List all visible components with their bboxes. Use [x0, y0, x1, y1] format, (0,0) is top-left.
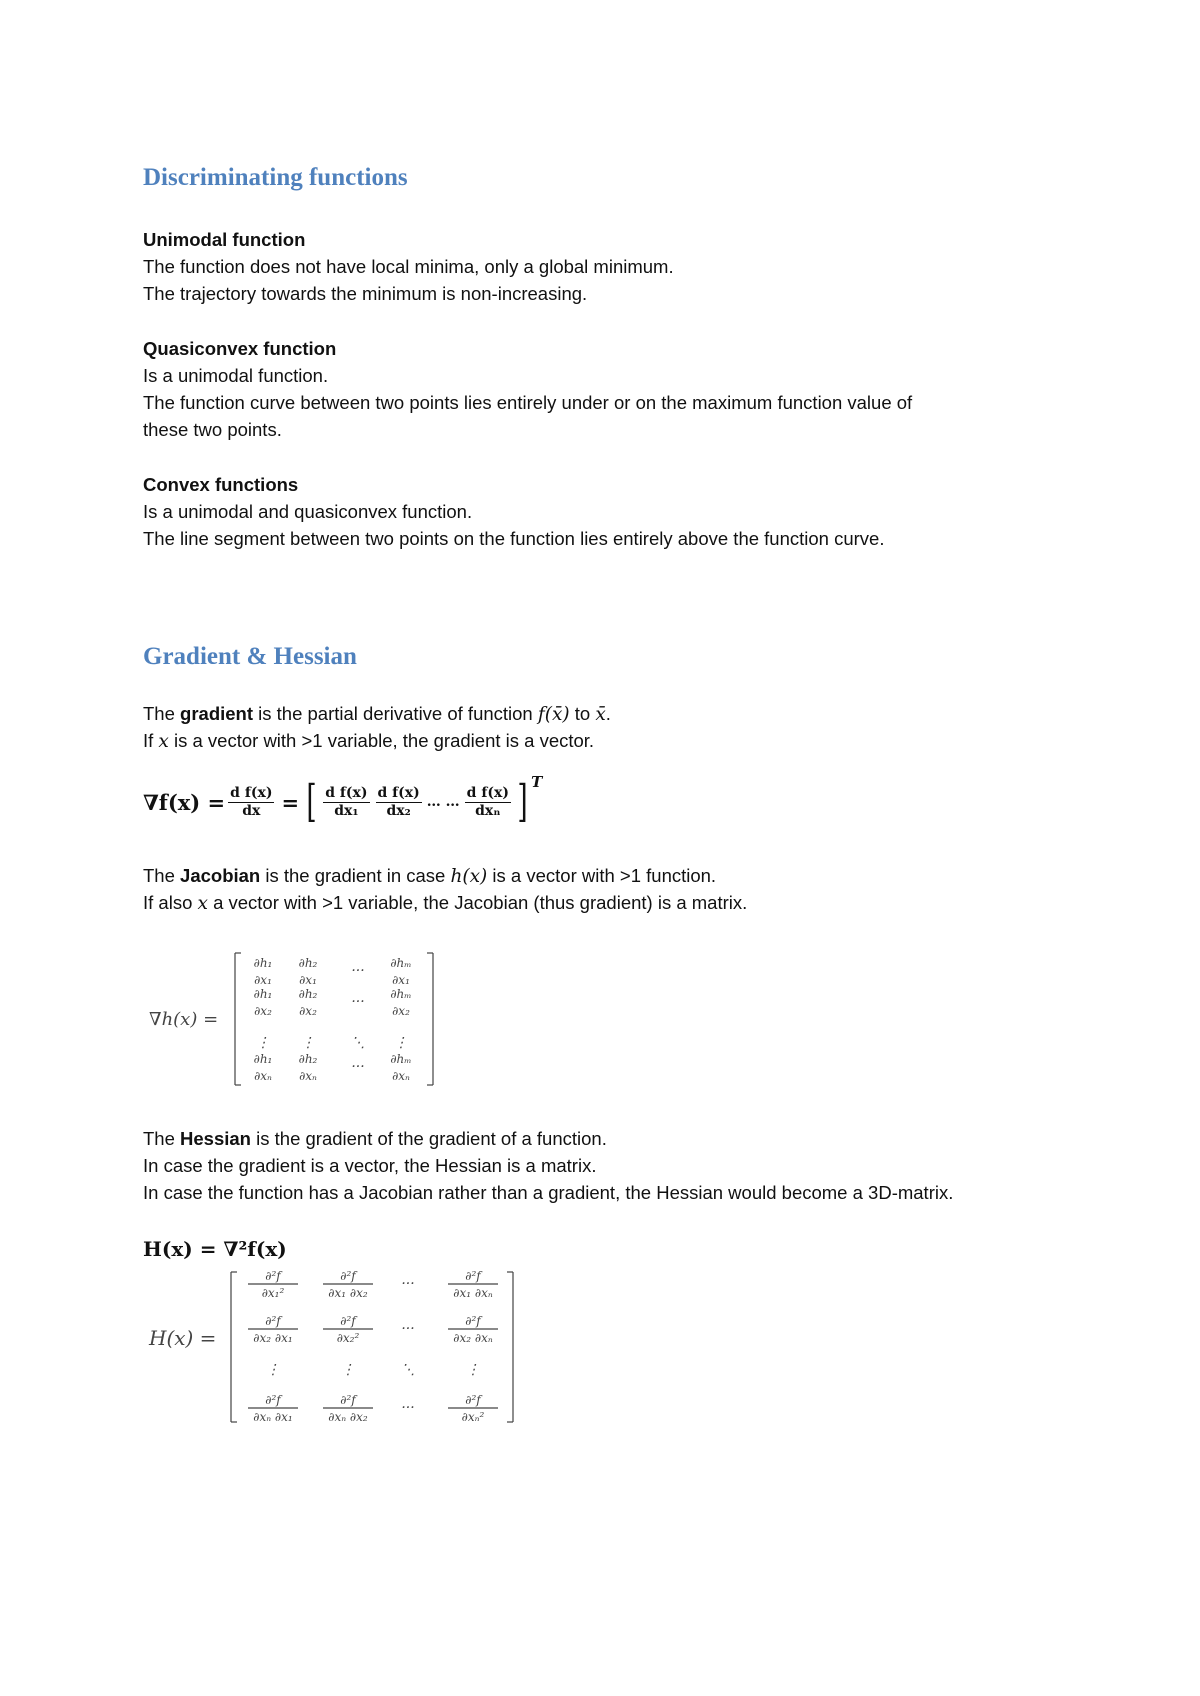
gradient-equation	[143, 773, 543, 827]
matrix-cell-denominator: ∂x₁²	[261, 1286, 285, 1300]
matrix-cell-dots: ···	[351, 963, 365, 979]
gradient-vector-note	[143, 730, 594, 753]
matrix-cell-numerator: ∂h₂	[298, 1052, 318, 1066]
matrix-cell-numerator: ∂²f	[340, 1269, 356, 1283]
matrix-cell-denominator: ∂x₂ ∂x₁	[253, 1331, 293, 1345]
fraction	[228, 785, 274, 818]
fraction-numerator: d f(x)	[325, 785, 368, 802]
convex-heading: Convex functions	[143, 474, 299, 495]
matrix-cell-numerator: ∂²f	[465, 1269, 481, 1283]
term-hessian: Hessian	[180, 1128, 251, 1149]
jacobian-definition	[143, 865, 716, 888]
matrix-cell-dots: ···	[351, 1059, 365, 1075]
text-run: The	[143, 865, 181, 886]
matrix-cell-numerator: ∂h₁	[253, 956, 273, 970]
matrix-cell-dots: ···	[351, 994, 365, 1010]
fraction-numerator: d f(x)	[377, 785, 420, 802]
text-run: .	[605, 703, 611, 724]
matrix-cell-dots: ⋱	[351, 1035, 365, 1051]
equation-lhs: ∇f(x) =	[143, 789, 226, 815]
matrix-cell-denominator: ∂x₁	[392, 973, 410, 987]
matrix-lhs: H(x) =	[149, 1326, 217, 1350]
fraction	[376, 785, 422, 818]
matrix-cell-denominator: ∂xₙ²	[461, 1410, 485, 1424]
matrix-cell-denominator: ∂xₙ	[392, 1069, 410, 1083]
section-title-discriminating: Discriminating functions	[143, 164, 408, 191]
matrix-cell-numerator: ∂²f	[340, 1314, 356, 1328]
matrix-cell-dots: ⋮	[266, 1362, 280, 1378]
matrix-cell-dots: ···	[401, 1321, 415, 1337]
math-inline: f(x̄)	[537, 704, 570, 725]
matrix-cell-numerator: ∂h₂	[298, 987, 318, 1001]
matrix-cell-dots: ···	[401, 1276, 415, 1292]
hessian-definition	[143, 1128, 607, 1150]
jacobian-matrix-equation	[143, 945, 443, 1090]
left-bracket: [	[306, 776, 317, 827]
matrix-cell-numerator: ∂hₘ	[390, 987, 412, 1001]
text-run: is the gradient of the gradient of a function.	[251, 1128, 607, 1149]
hessian-3d-note: In case the function has a Jacobian rather than a gradient, the Hessian would become a 3D-matrix.	[143, 1182, 954, 1203]
matrix-cell-denominator: ∂x₂	[392, 1004, 410, 1018]
matrix-cell-numerator: ∂²f	[465, 1314, 481, 1328]
fraction-denominator: dx	[242, 802, 261, 819]
matrix-cell-numerator: ∂²f	[340, 1393, 356, 1407]
jacobian-matrix-note	[143, 892, 747, 915]
text-run: If also	[143, 892, 198, 913]
fraction-denominator: dx₂	[386, 802, 411, 819]
fraction-denominator: dxₙ	[475, 802, 501, 819]
matrix-cell-numerator: ∂²f	[265, 1393, 281, 1407]
text-run: The	[143, 1128, 181, 1149]
matrix-cell-numerator: ∂hₘ	[390, 1052, 412, 1066]
matrix-cell-denominator: ∂x₂ ∂xₙ	[453, 1331, 493, 1345]
matrix-cell-numerator: ∂h₂	[298, 956, 318, 970]
convex-text-1: Is a unimodal and quasiconvex function.	[143, 501, 473, 522]
transpose-superscript: T	[531, 773, 543, 791]
text-run: is the partial derivative of function	[253, 703, 538, 724]
text-run: is a vector with >1 variable, the gradient is a vector.	[168, 730, 595, 751]
fraction-numerator: d f(x)	[230, 785, 273, 802]
fraction-denominator: dx₁	[334, 802, 359, 819]
fraction	[323, 785, 369, 818]
term-jacobian: Jacobian	[180, 865, 261, 886]
matrix-cell-dots: ⋮	[256, 1035, 270, 1051]
matrix-cell-dots: ⋮	[341, 1362, 355, 1378]
hessian-matrix-note: In case the gradient is a vector, the Hessian is a matrix.	[143, 1155, 597, 1176]
matrix-cell-dots: ⋱	[401, 1362, 415, 1378]
matrix-cell-numerator: ∂²f	[265, 1269, 281, 1283]
matrix-cell-numerator: ∂²f	[465, 1393, 481, 1407]
unimodal-text-1: The function does not have local minima, only a global minimum.	[143, 256, 674, 277]
hessian-matrix-equation	[143, 1262, 543, 1432]
quasiconvex-text-3: these two points.	[143, 419, 282, 440]
math-inline: x̄	[595, 704, 606, 725]
text-run: a vector with >1 variable, the Jacobian (thus gradient) is a matrix.	[207, 892, 748, 913]
matrix-cell-denominator: ∂x₂	[299, 1004, 317, 1018]
matrix-cell-dots: ···	[401, 1400, 415, 1416]
unimodal-text-2: The trajectory towards the minimum is non-increasing.	[143, 283, 588, 304]
matrix-cell-dots: ⋮	[301, 1035, 315, 1051]
matrix-cell-denominator: ∂x₁	[254, 973, 272, 987]
matrix-cell-denominator: ∂x₂	[254, 1004, 272, 1018]
text-run: The	[143, 703, 181, 724]
hessian-equation: H(x) = ∇²f(x)	[143, 1237, 287, 1261]
quasiconvex-text-2: The function curve between two points lies entirely under or on the maximum function value of	[143, 392, 913, 413]
matrix-cell-numerator: ∂h₁	[253, 987, 273, 1001]
matrix-cell-denominator: ∂x₂²	[336, 1331, 360, 1345]
math-inline: x	[158, 731, 169, 752]
quasiconvex-heading: Quasiconvex function	[143, 338, 337, 359]
matrix-cell-dots: ⋮	[466, 1362, 480, 1378]
matrix-cell-denominator: ∂xₙ ∂x₁	[253, 1410, 293, 1424]
gradient-definition	[143, 703, 611, 726]
quasiconvex-text-1: Is a unimodal function.	[143, 365, 329, 386]
text-run: is the gradient in case	[260, 865, 451, 886]
right-bracket: ]	[517, 776, 528, 827]
text-run: If	[143, 730, 159, 751]
unimodal-heading: Unimodal function	[143, 229, 306, 250]
matrix-cell-denominator: ∂x₁ ∂x₂	[328, 1286, 368, 1300]
equals-sign: =	[281, 789, 300, 815]
text-run: to	[569, 703, 596, 724]
matrix-cell-denominator: ∂x₁	[299, 973, 317, 987]
matrix-cell-dots: ⋮	[394, 1035, 408, 1051]
math-inline: h(x)	[450, 866, 488, 887]
section-title-gradient-hessian: Gradient & Hessian	[143, 643, 357, 670]
fraction-numerator: d f(x)	[466, 785, 509, 802]
text-run: is a vector with >1 function.	[487, 865, 717, 886]
matrix-cell-denominator: ∂xₙ	[299, 1069, 317, 1083]
matrix-cell-denominator: ∂xₙ	[254, 1069, 272, 1083]
convex-text-2: The line segment between two points on the function lies entirely above the function curve.	[143, 528, 885, 549]
matrix-cell-denominator: ∂x₁ ∂xₙ	[453, 1286, 493, 1300]
matrix-cell-numerator: ∂hₘ	[390, 956, 412, 970]
math-inline: x	[197, 893, 208, 914]
matrix-cell-denominator: ∂xₙ ∂x₂	[328, 1410, 368, 1424]
matrix-cell-numerator: ∂²f	[265, 1314, 281, 1328]
ellipsis: … …	[426, 794, 460, 810]
fraction	[465, 785, 511, 818]
matrix-lhs: ∇h(x) =	[149, 1009, 219, 1030]
matrix-cell-numerator: ∂h₁	[253, 1052, 273, 1066]
term-gradient: gradient	[180, 703, 254, 724]
